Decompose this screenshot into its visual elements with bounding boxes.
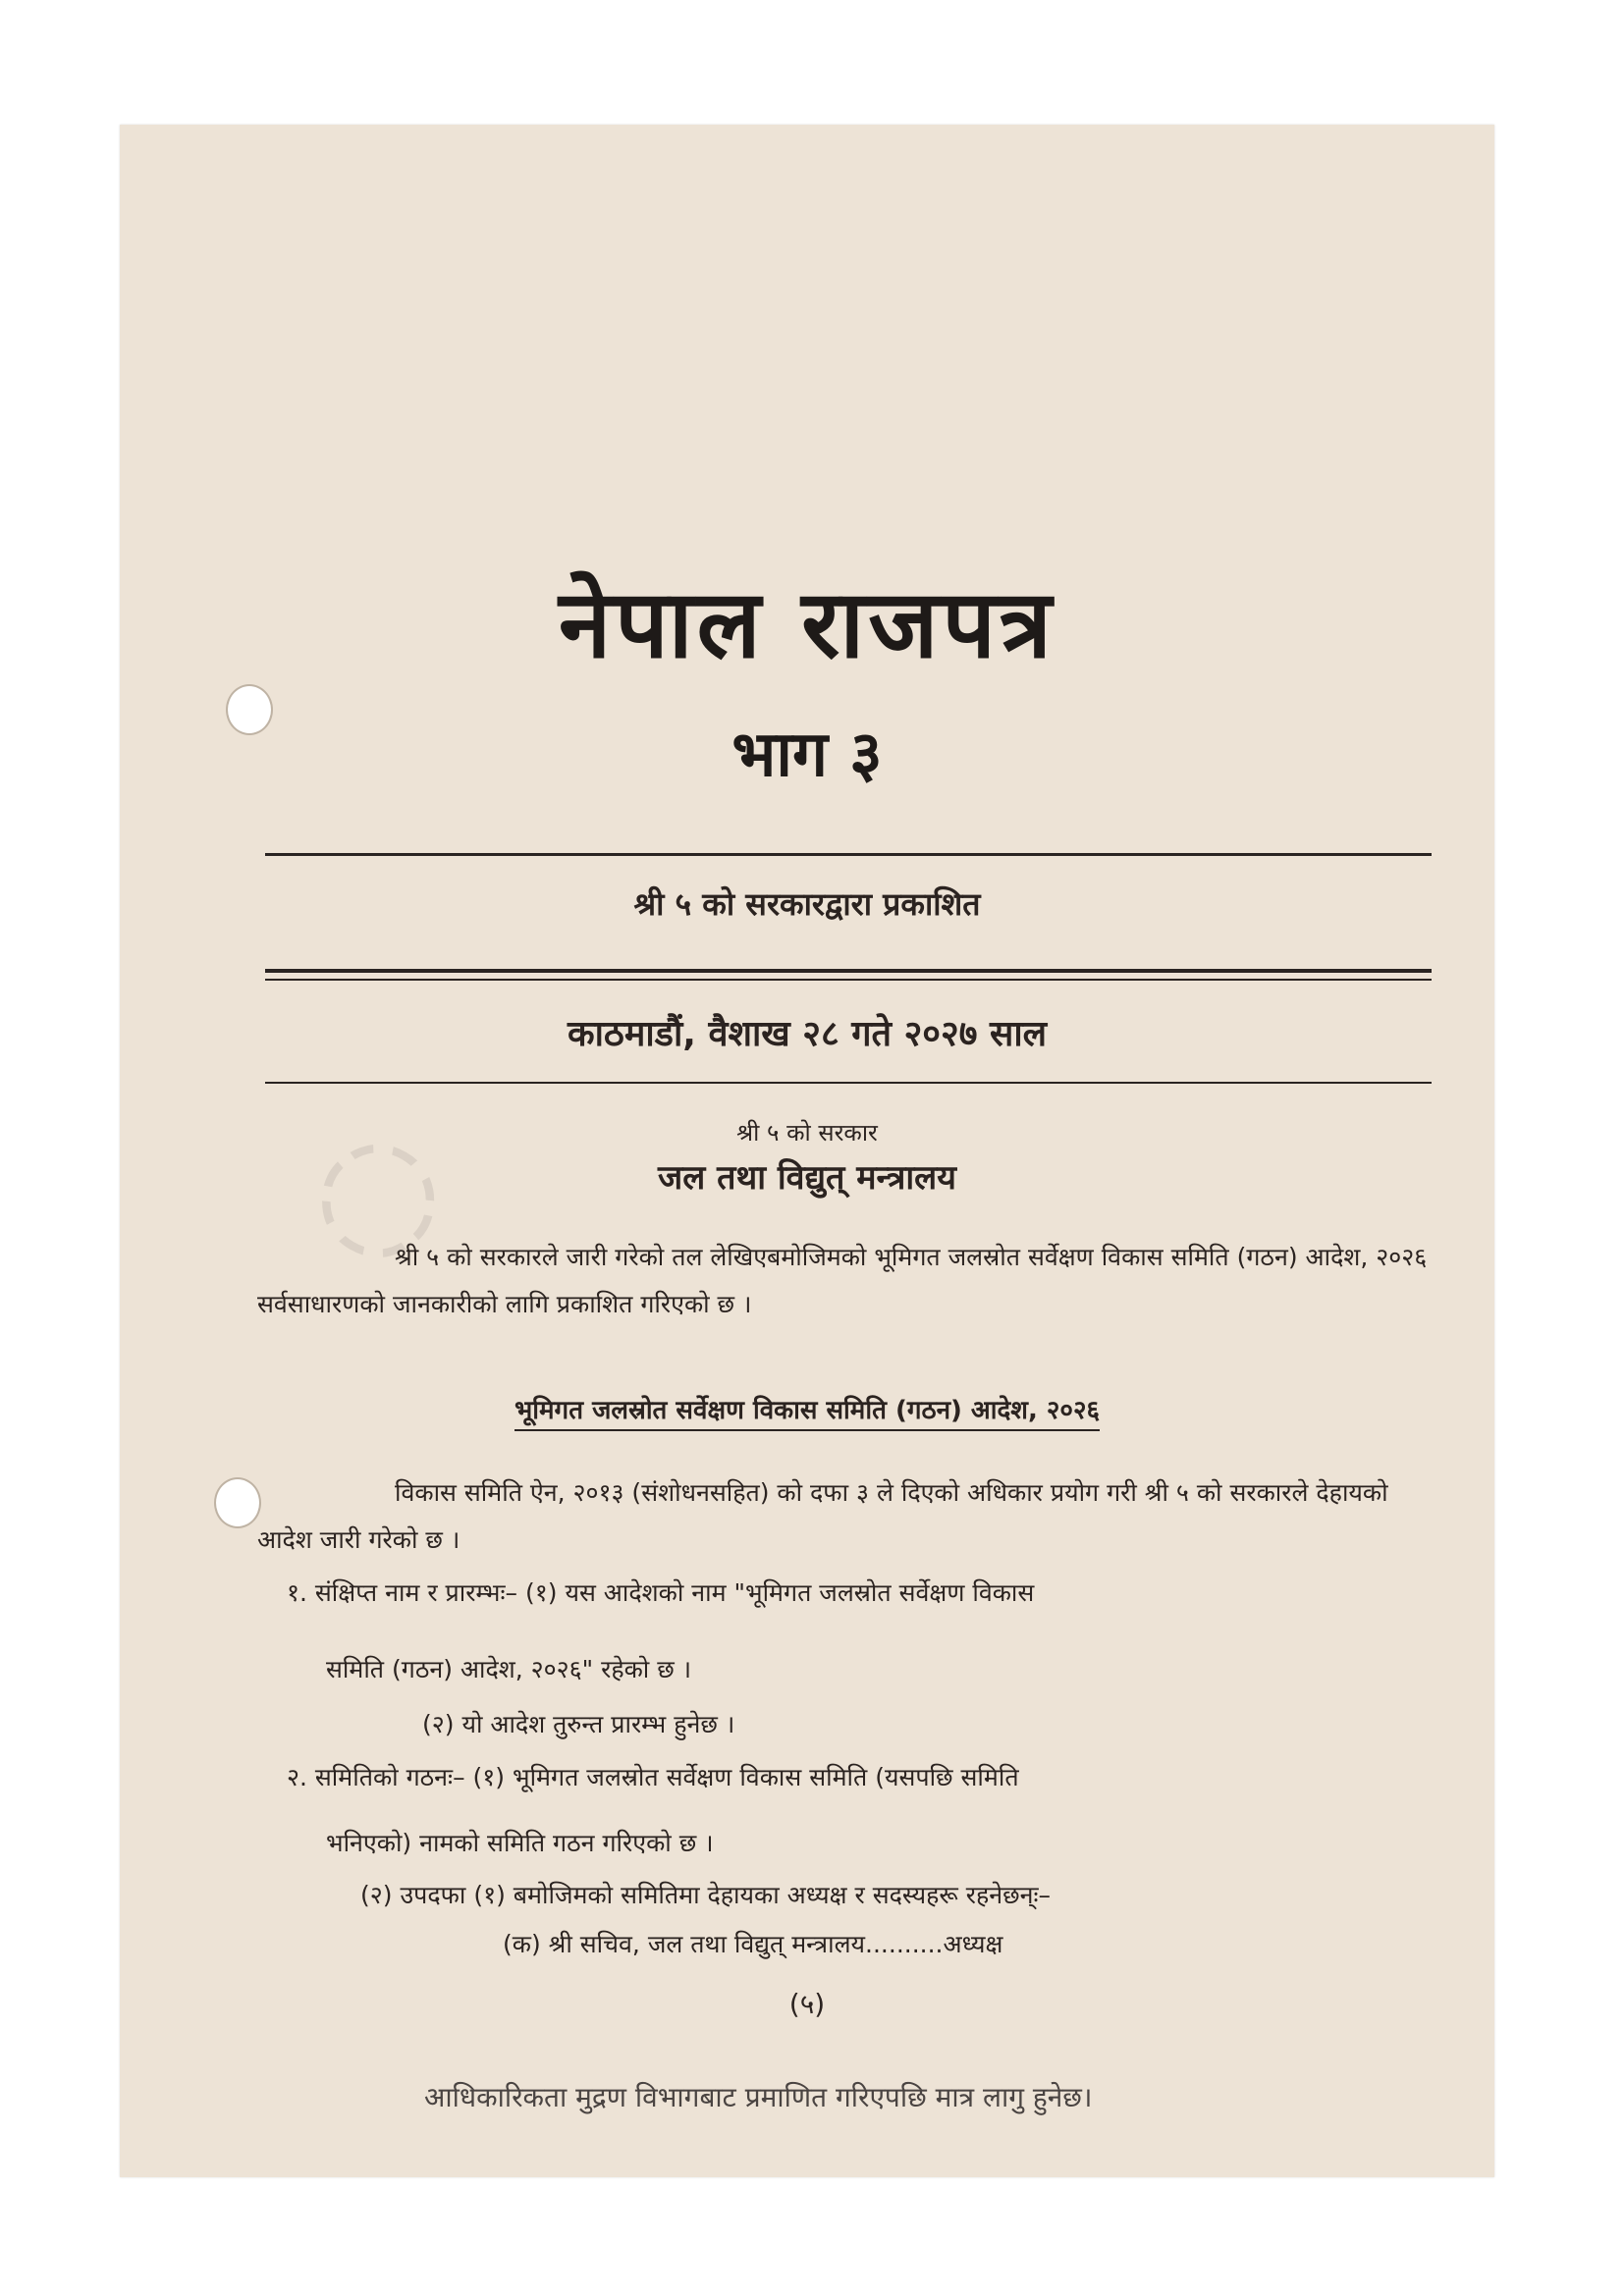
rule-double-upper [265, 969, 1432, 973]
section-1-sub-2: (२) यो आदेश तुरुन्त प्रारम्भ हुनेछ । [422, 1710, 735, 1738]
government-heading: श्री ५ को सरकार [736, 1119, 878, 1147]
clause-ka: (क) श्री सचिव, जल तथा विद्युत् मन्त्रालय..........अध्यक्ष [503, 1930, 1003, 1958]
order-preamble: विकास समिति ऐन, २०१३ (संशोधनसहित) को दफा ३ ले दिएको अधिकार प्रयोग गरी श्री ५ को सरकारले देहायको आदेश जारी गरेको छ । [257, 1478, 1388, 1554]
rule-top [265, 853, 1432, 856]
rule-double-lower [265, 979, 1432, 981]
rule-below-dateline [265, 1082, 1432, 1084]
footer-note: आधिकारिकता मुद्रण विभागबाट प्रमाणित गरिएपछि मात्र लागु हुनेछ। [424, 2081, 1093, 2113]
intro-paragraph: श्री ५ को सरकारले जारी गरेको तल लेखिएबमोजिमको भूमिगत जलस्रोत सर्वेक्षण विकास समिति (गठन) आदेश, २०२६ सर्वसाधारणको जानकारीको लागि प्रकाशित गरिएको छ । [257, 1243, 1428, 1318]
section-1-cont-line: समिति (गठन) आदेश, २०२६" रहेको छ । [326, 1655, 692, 1683]
punch-hole-bottom [214, 1477, 261, 1528]
section-2-heading-line: २. समितिको गठनः– (१) भूमिगत जलस्रोत सर्वेक्षण विकास समिति (यसपछि समिति [287, 1763, 1019, 1791]
dateline: काठमाडौं, वैशाख २८ गते २०२७ साल [567, 1014, 1048, 1054]
gazette-title: नेपाल राजपत्र [558, 569, 1056, 679]
gazette-page [120, 125, 1494, 2177]
ministry-heading: जल तथा विद्युत् मन्त्रालय [658, 1158, 956, 1198]
section-2-sub-2: (२) उपदफा (१) बमोजिमको समितिमा देहायका अध्यक्ष र सदस्यहरू रहनेछन्ः– [360, 1881, 1052, 1909]
page-number: (५) [788, 1988, 826, 2020]
order-title: भूमिगत जलस्रोत सर्वेक्षण विकास समिति (गठन) आदेश, २०२६ [120, 1391, 1494, 1426]
publisher-line: श्री ५ को सरकारद्वारा प्रकाशित [633, 885, 981, 923]
section-2-cont-line: भनिएको) नामको समिति गठन गरिएको छ । [326, 1829, 714, 1857]
watermark-stamp: ◌ [261, 1088, 479, 1294]
gazette-part: भाग ३ [731, 719, 883, 791]
section-1-heading-line: १. संक्षिप्त नाम र प्रारम्भः– (१) यस आदेशको नाम "भूमिगत जलस्रोत सर्वेक्षण विकास [287, 1578, 1035, 1607]
